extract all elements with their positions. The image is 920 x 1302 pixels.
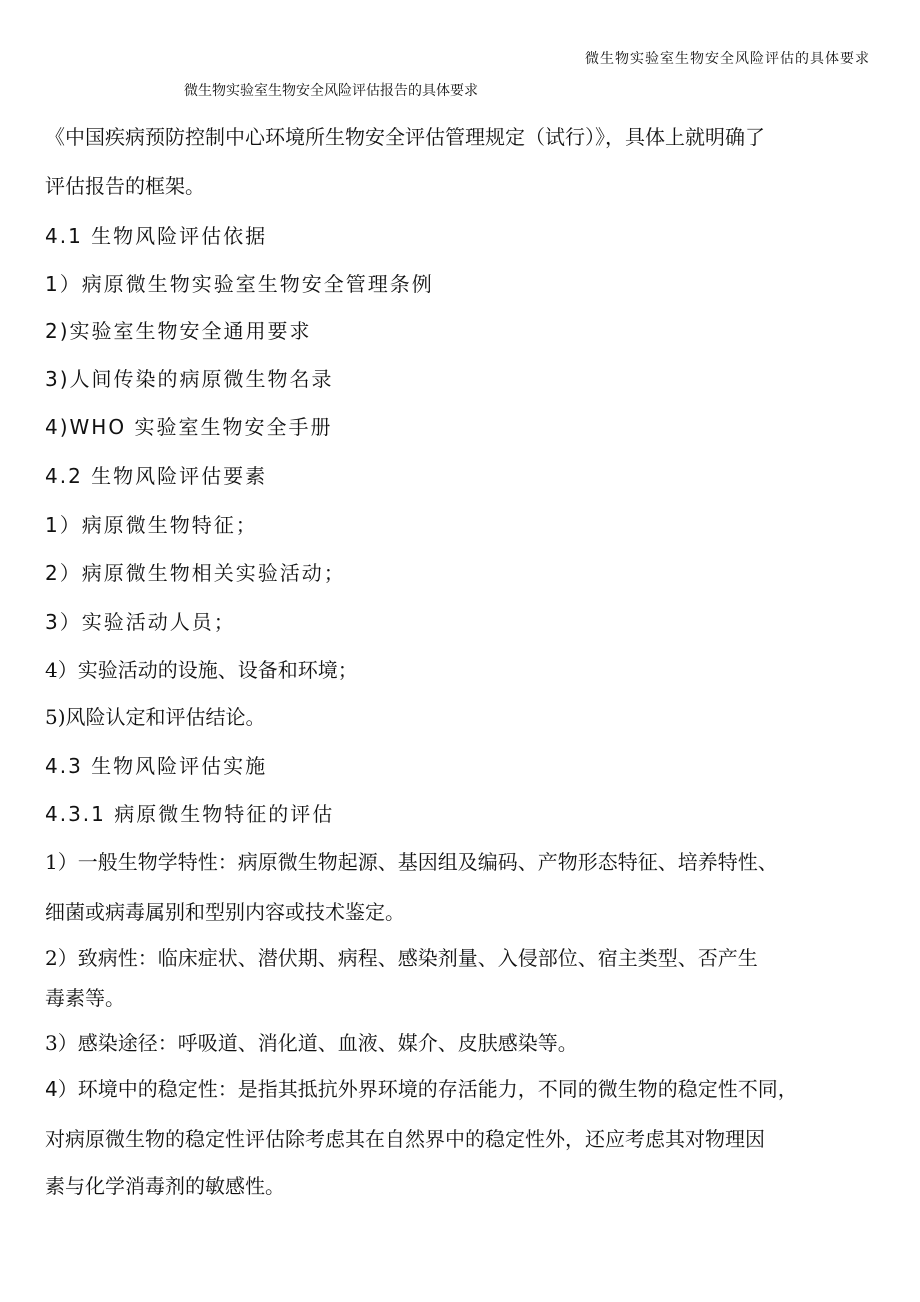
characteristic-4-line-3: 素与化学消毒剂的敏感性。 (45, 1174, 285, 1198)
characteristic-4-line-1: 4）环境中的稳定性：是指其抵抗外界环境的存活能力，不同的微生物的稳定性不同， (45, 1077, 798, 1101)
element-item-4: 4）实验活动的设施、设备和环境； (45, 658, 358, 682)
basis-item-3: 3)人间传染的病原微生物名录 (45, 367, 334, 391)
element-item-1: 1）病原微生物特征； (45, 513, 258, 537)
characteristic-3: 3）感染途径：呼吸道、消化道、血液、媒介、皮肤感染等。 (45, 1031, 578, 1055)
section-4-2-heading: 4.2 生物风险评估要素 (45, 464, 268, 488)
characteristic-1-line-2: 细菌或病毒属别和型别内容或技术鉴定。 (45, 900, 405, 924)
basis-item-2: 2)实验室生物安全通用要求 (45, 319, 312, 343)
basis-item-1: 1）病原微生物实验室生物安全管理条例 (45, 272, 434, 296)
element-item-5: 5)风险认定和评估结论。 (45, 705, 266, 729)
element-item-3: 3）实验活动人员； (45, 610, 236, 634)
characteristic-1-line-1: 1）一般生物学特性：病原微生物起源、基因组及编码、产物形态特征、培养特性、 (45, 850, 778, 874)
running-header: 微生物实验室生物安全风险评估的具体要求 (585, 51, 870, 67)
section-4-1-heading: 4.1 生物风险评估依据 (45, 224, 268, 248)
characteristic-4-line-2: 对病原微生物的稳定性评估除考虑其在自然界中的稳定性外，还应考虑其对物理因 (45, 1127, 765, 1151)
section-4-3-1-heading: 4.3.1 病原微生物特征的评估 (45, 802, 335, 826)
intro-line-2: 评估报告的框架。 (45, 174, 205, 198)
characteristic-2-line-1: 2）致病性：临床症状、潜伏期、病程、感染剂量、入侵部位、宿主类型、否产生 (45, 946, 758, 970)
element-item-2: 2）病原微生物相关实验活动； (45, 561, 346, 585)
section-4-3-heading: 4.3 生物风险评估实施 (45, 754, 268, 778)
document-subtitle: 微生物实验室生物安全风险评估报告的具体要求 (184, 83, 478, 99)
basis-item-4: 4)WHO 实验室生物安全手册 (45, 415, 333, 439)
characteristic-2-line-2: 毒素等。 (45, 986, 125, 1010)
intro-line-1: 《中国疾病预防控制中心环境所生物安全评估管理规定（试行）》，具体上就明确了 (45, 125, 765, 149)
